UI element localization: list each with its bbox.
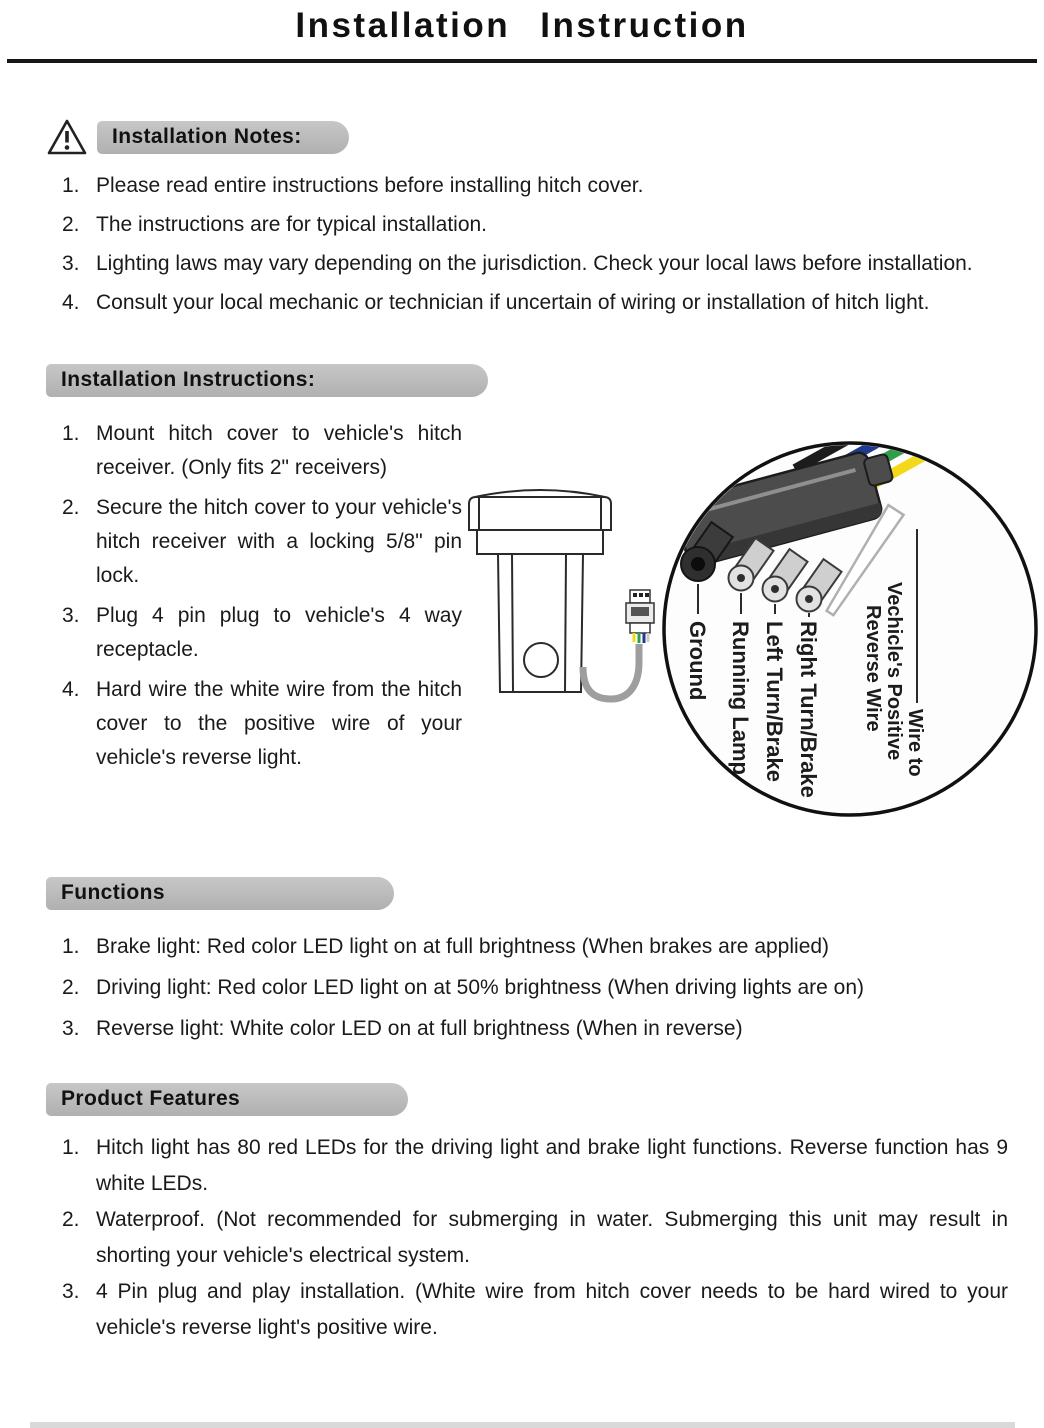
item-text: Consult your local mechanic or technician if uncertain of wiring or installation of hitch light. [96, 291, 930, 314]
list-item [62, 1202, 1008, 1274]
notes-list [62, 169, 1008, 320]
features-heading: Product Features [46, 1083, 408, 1116]
functions-heading: Functions [46, 877, 394, 910]
list-item [62, 1008, 1008, 1049]
item-number: 2. [62, 976, 80, 999]
svg-text:Reverse Wire: Reverse Wire [862, 605, 884, 732]
item-number: 3. [62, 1280, 80, 1303]
list-item [62, 926, 1008, 967]
item-text: Hitch light has 80 red LEDs for the driving light and brake light functions. Reverse function has 9 white LEDs. [96, 1136, 1008, 1195]
list-item [62, 1130, 1008, 1202]
svg-text:Vechicle's Positive: Vechicle's Positive [883, 582, 905, 761]
list-item [62, 673, 462, 775]
label-ground: Ground [685, 621, 710, 701]
list-item [62, 208, 1008, 242]
instructions-list [62, 417, 462, 775]
item-number: 3. [62, 252, 80, 275]
item-text: Lighting laws may vary depending on the jurisdiction. Check your local laws before installation. [96, 252, 973, 275]
notes-heading: Installation Notes: [97, 121, 349, 154]
functions-list [62, 926, 1008, 1049]
item-text: The instructions are for typical installation. [96, 213, 488, 236]
item-text: Driving light: Red color LED light on at 50% brightness (When driving lights are on) [96, 976, 865, 999]
wiring-diagram-figure [455, 417, 1040, 879]
item-text: Brake light: Red color LED light on at full brightness (When brakes are applied) [96, 935, 830, 958]
features-section-header [46, 1083, 1044, 1116]
item-text: Reverse light: White color LED on at full brightness (When in reverse) [96, 1017, 743, 1040]
item-number: 3. [62, 604, 80, 627]
list-item [62, 1274, 1008, 1346]
item-number: 1. [62, 174, 80, 197]
item-number: 4. [62, 678, 80, 701]
list-item [62, 967, 1008, 1008]
item-text: Hard wire the white wire from the hitch cover to the positive wire of your vehicle's reverse light. [96, 678, 462, 769]
bottom-cutoff-band [30, 1422, 1015, 1428]
notes-section-header [46, 117, 1044, 157]
item-number: 1. [62, 422, 80, 445]
item-number: 1. [62, 935, 80, 958]
item-number: 3. [62, 1017, 80, 1040]
functions-section-header [46, 877, 1044, 910]
item-number: 4. [62, 291, 80, 314]
list-item [62, 169, 1008, 203]
instructions-heading: Installation Instructions: [46, 364, 488, 397]
item-number: 2. [62, 496, 80, 519]
item-text: Waterproof. (Not recommended for submerging in water. Submerging this unit may result in shorting your vehicle's electrical system. [96, 1208, 1008, 1267]
plug-cable [583, 644, 639, 699]
list-item [62, 599, 462, 667]
list-item [62, 286, 1008, 320]
item-text: Mount hitch cover to vehicle's hitch receiver. (Only fits 2" receivers) [96, 422, 462, 479]
list-item [62, 247, 1008, 281]
label-running-lamp: Running Lamp [728, 621, 753, 775]
item-text: Secure the hitch cover to your vehicle's hitch receiver with a locking 5/8" pin lock. [96, 496, 462, 587]
title-divider [7, 59, 1037, 63]
features-list [62, 1130, 1008, 1346]
item-text: Please read entire instructions before installing hitch cover. [96, 174, 644, 197]
warning-triangle-icon [46, 117, 88, 157]
item-number: 1. [62, 1136, 80, 1159]
list-item [62, 491, 462, 593]
instructions-body [62, 417, 1044, 877]
four-pin-plug-small [626, 590, 654, 643]
svg-text:Wire to: Wire to [904, 709, 926, 777]
label-left-turn-brake: Left Turn/Brake [762, 621, 787, 782]
hitch-cover-drawing [469, 490, 611, 692]
instructions-section-header [46, 364, 1044, 397]
page-title: Installation Instruction [295, 6, 749, 45]
wiring-diagram [455, 417, 1040, 879]
label-right-turn-brake: Right Turn/Brake [796, 621, 821, 798]
list-item [62, 417, 462, 485]
item-text: 4 Pin plug and play installation. (White wire from hitch cover needs to be hard wired to your vehicle's reverse light's positive wire. [96, 1280, 1008, 1339]
item-text: Plug 4 pin plug to vehicle's 4 way receptacle. [96, 604, 462, 661]
item-number: 2. [62, 213, 80, 236]
item-number: 2. [62, 1208, 80, 1231]
